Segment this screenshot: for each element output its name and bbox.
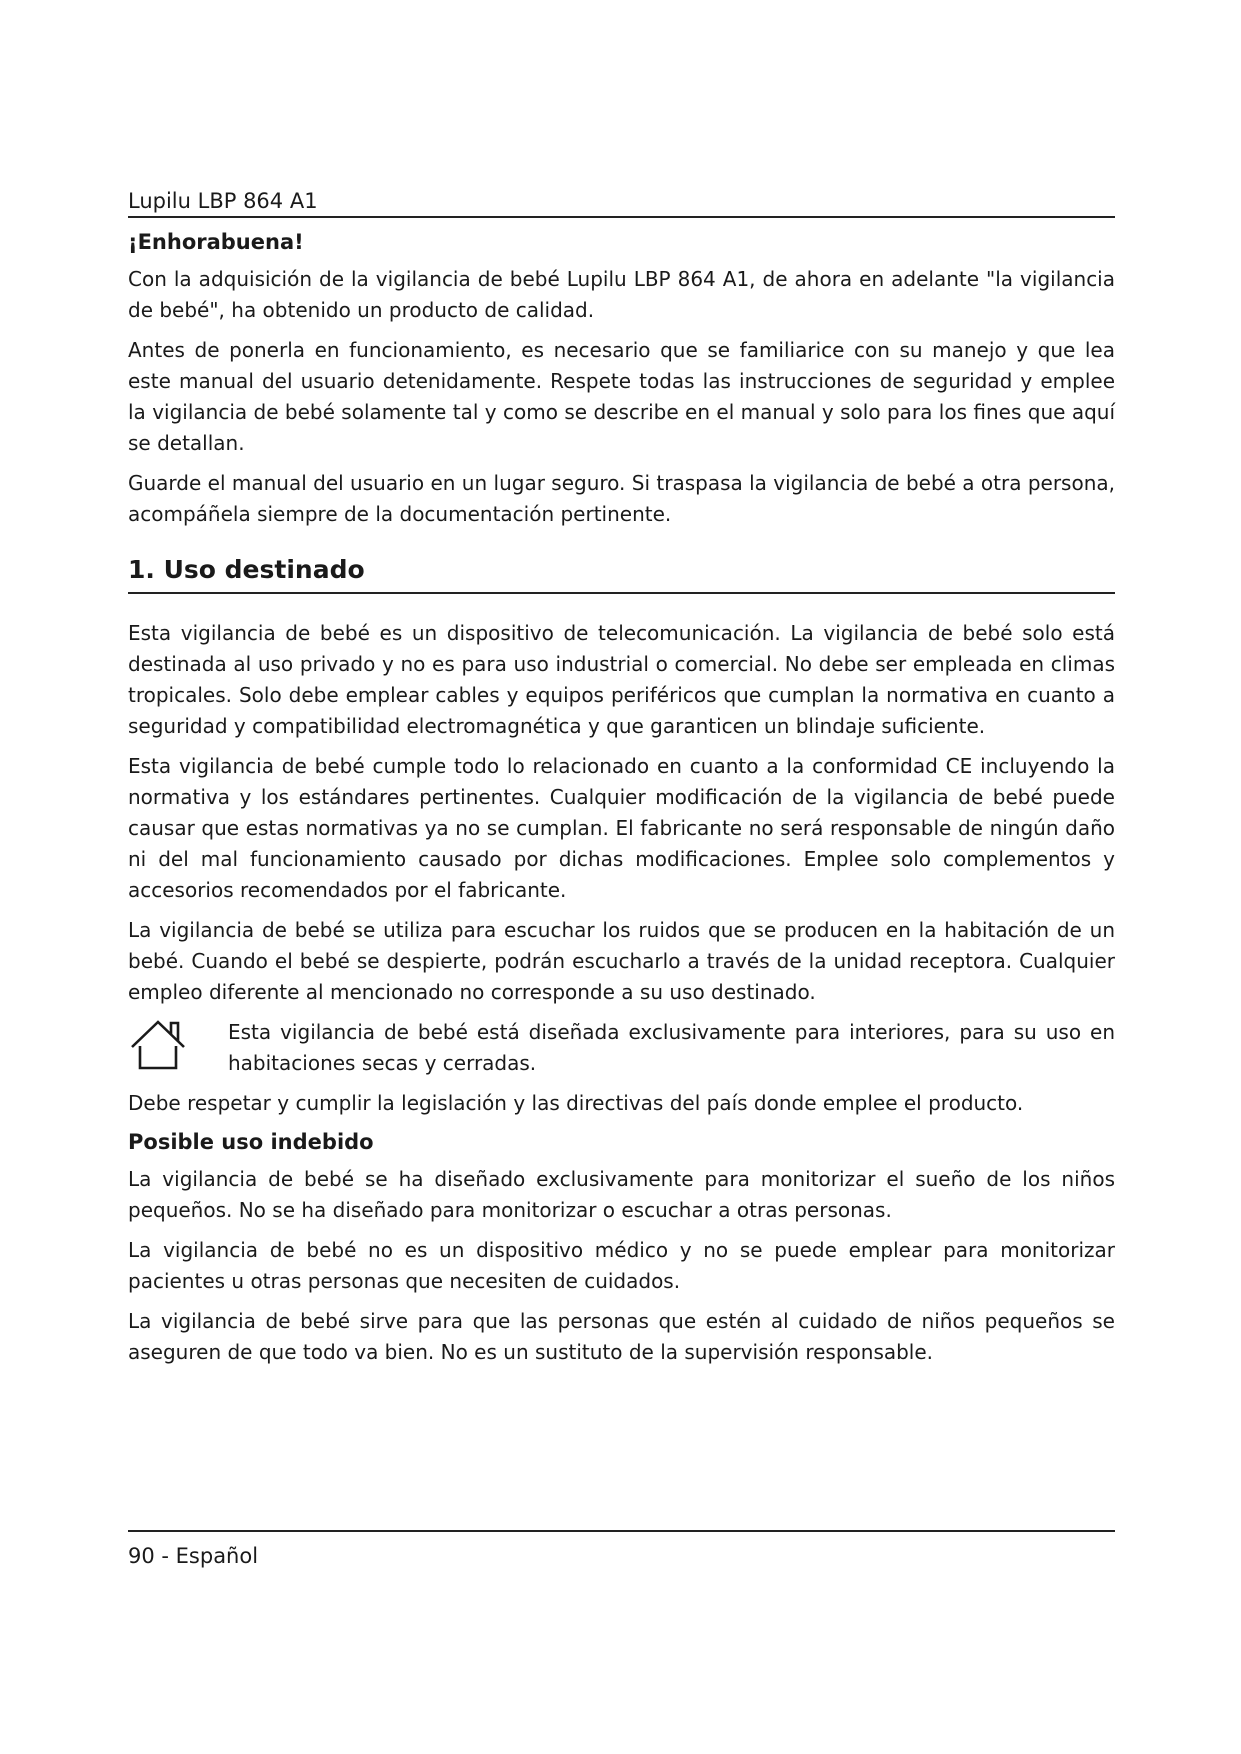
section-paragraph: Esta vigilancia de bebé cumple todo lo relacionado en cuanto a la conformidad CE incluyendo la normativa y los estándares pertinentes. Cualquier modificación de la vigilancia de bebé puede causar que estas normativas ya no se cumplan. El fabricante no será responsable de ningún daño ni del mal funcionamiento causado por dichas modificaciones. Emplee solo complementos y accesorios recomendados por el fabricante. xyxy=(128,754,1115,902)
page-content xyxy=(128,228,1115,1377)
intro-paragraph: Antes de ponerla en funcionamiento, es necesario que se familiarice con su manejo y que lea este manual del usuario detenidamente. Respete todas las instrucciones de seguridad y emplee la vigilancia de bebé solamente tal y como se describe en el manual y solo para los fines que aquí se detallan. xyxy=(128,338,1115,455)
section-paragraph: La vigilancia de bebé se utiliza para escuchar los ruidos que se producen en la habitación de un bebé. Cuando el bebé se despierte, podrán escucharlo a través de la unidad receptora. Cualquier empleo diferente al mencionado no corresponde a su uso destinado. xyxy=(128,918,1115,1004)
page-number: 90 - Español xyxy=(128,1544,259,1568)
header-title: Lupilu LBP 864 A1 xyxy=(128,189,318,213)
section-title-uso-destinado: 1. Uso destinado xyxy=(128,554,1115,594)
misuse-paragraph: La vigilancia de bebé no es un dispositivo médico y no se puede emplear para monitorizar pacientes u otras personas que necesiten de cuidados. xyxy=(128,1238,1115,1293)
indoor-use-note xyxy=(128,1017,1115,1079)
page-footer xyxy=(128,1530,1115,1568)
misuse-heading: Posible uso indebido xyxy=(128,1130,374,1154)
page-header xyxy=(128,186,1115,218)
misuse-paragraph: La vigilancia de bebé se ha diseñado exclusivamente para monitorizar el sueño de los niños pequeños. No se ha diseñado para monitorizar o escuchar a otras personas. xyxy=(128,1167,1115,1222)
section-paragraph: Esta vigilancia de bebé es un dispositivo de telecomunicación. La vigilancia de bebé solo está destinada al uso privado y no es para uso industrial o comercial. No debe ser empleada en climas tropicales. Solo debe emplear cables y equipos periféricos que cumplan la normativa en cuanto a seguridad y compatibilidad electromagnética y que garanticen un blindaje suficiente. xyxy=(128,621,1115,738)
intro-paragraph: Guarde el manual del usuario en un lugar seguro. Si traspasa la vigilancia de bebé a otra persona, acompáñela siempre de la documentación pertinente. xyxy=(128,471,1115,526)
house-icon xyxy=(128,1017,200,1073)
intro-heading: ¡Enhorabuena! xyxy=(128,230,304,254)
intro-paragraph: Con la adquisición de la vigilancia de bebé Lupilu LBP 864 A1, de ahora en adelante "la vigilancia de bebé", ha obtenido un producto de calidad. xyxy=(128,267,1115,322)
section-paragraph: Debe respetar y cumplir la legislación y las directivas del país donde emplee el producto. xyxy=(128,1091,1024,1115)
indoor-use-note-text: Esta vigilancia de bebé está diseñada exclusivamente para interiores, para su uso en habitaciones secas y cerradas. xyxy=(228,1020,1115,1075)
misuse-paragraph: La vigilancia de bebé sirve para que las personas que estén al cuidado de niños pequeños se aseguren de que todo va bien. No es un sustituto de la supervisión responsable. xyxy=(128,1309,1115,1364)
